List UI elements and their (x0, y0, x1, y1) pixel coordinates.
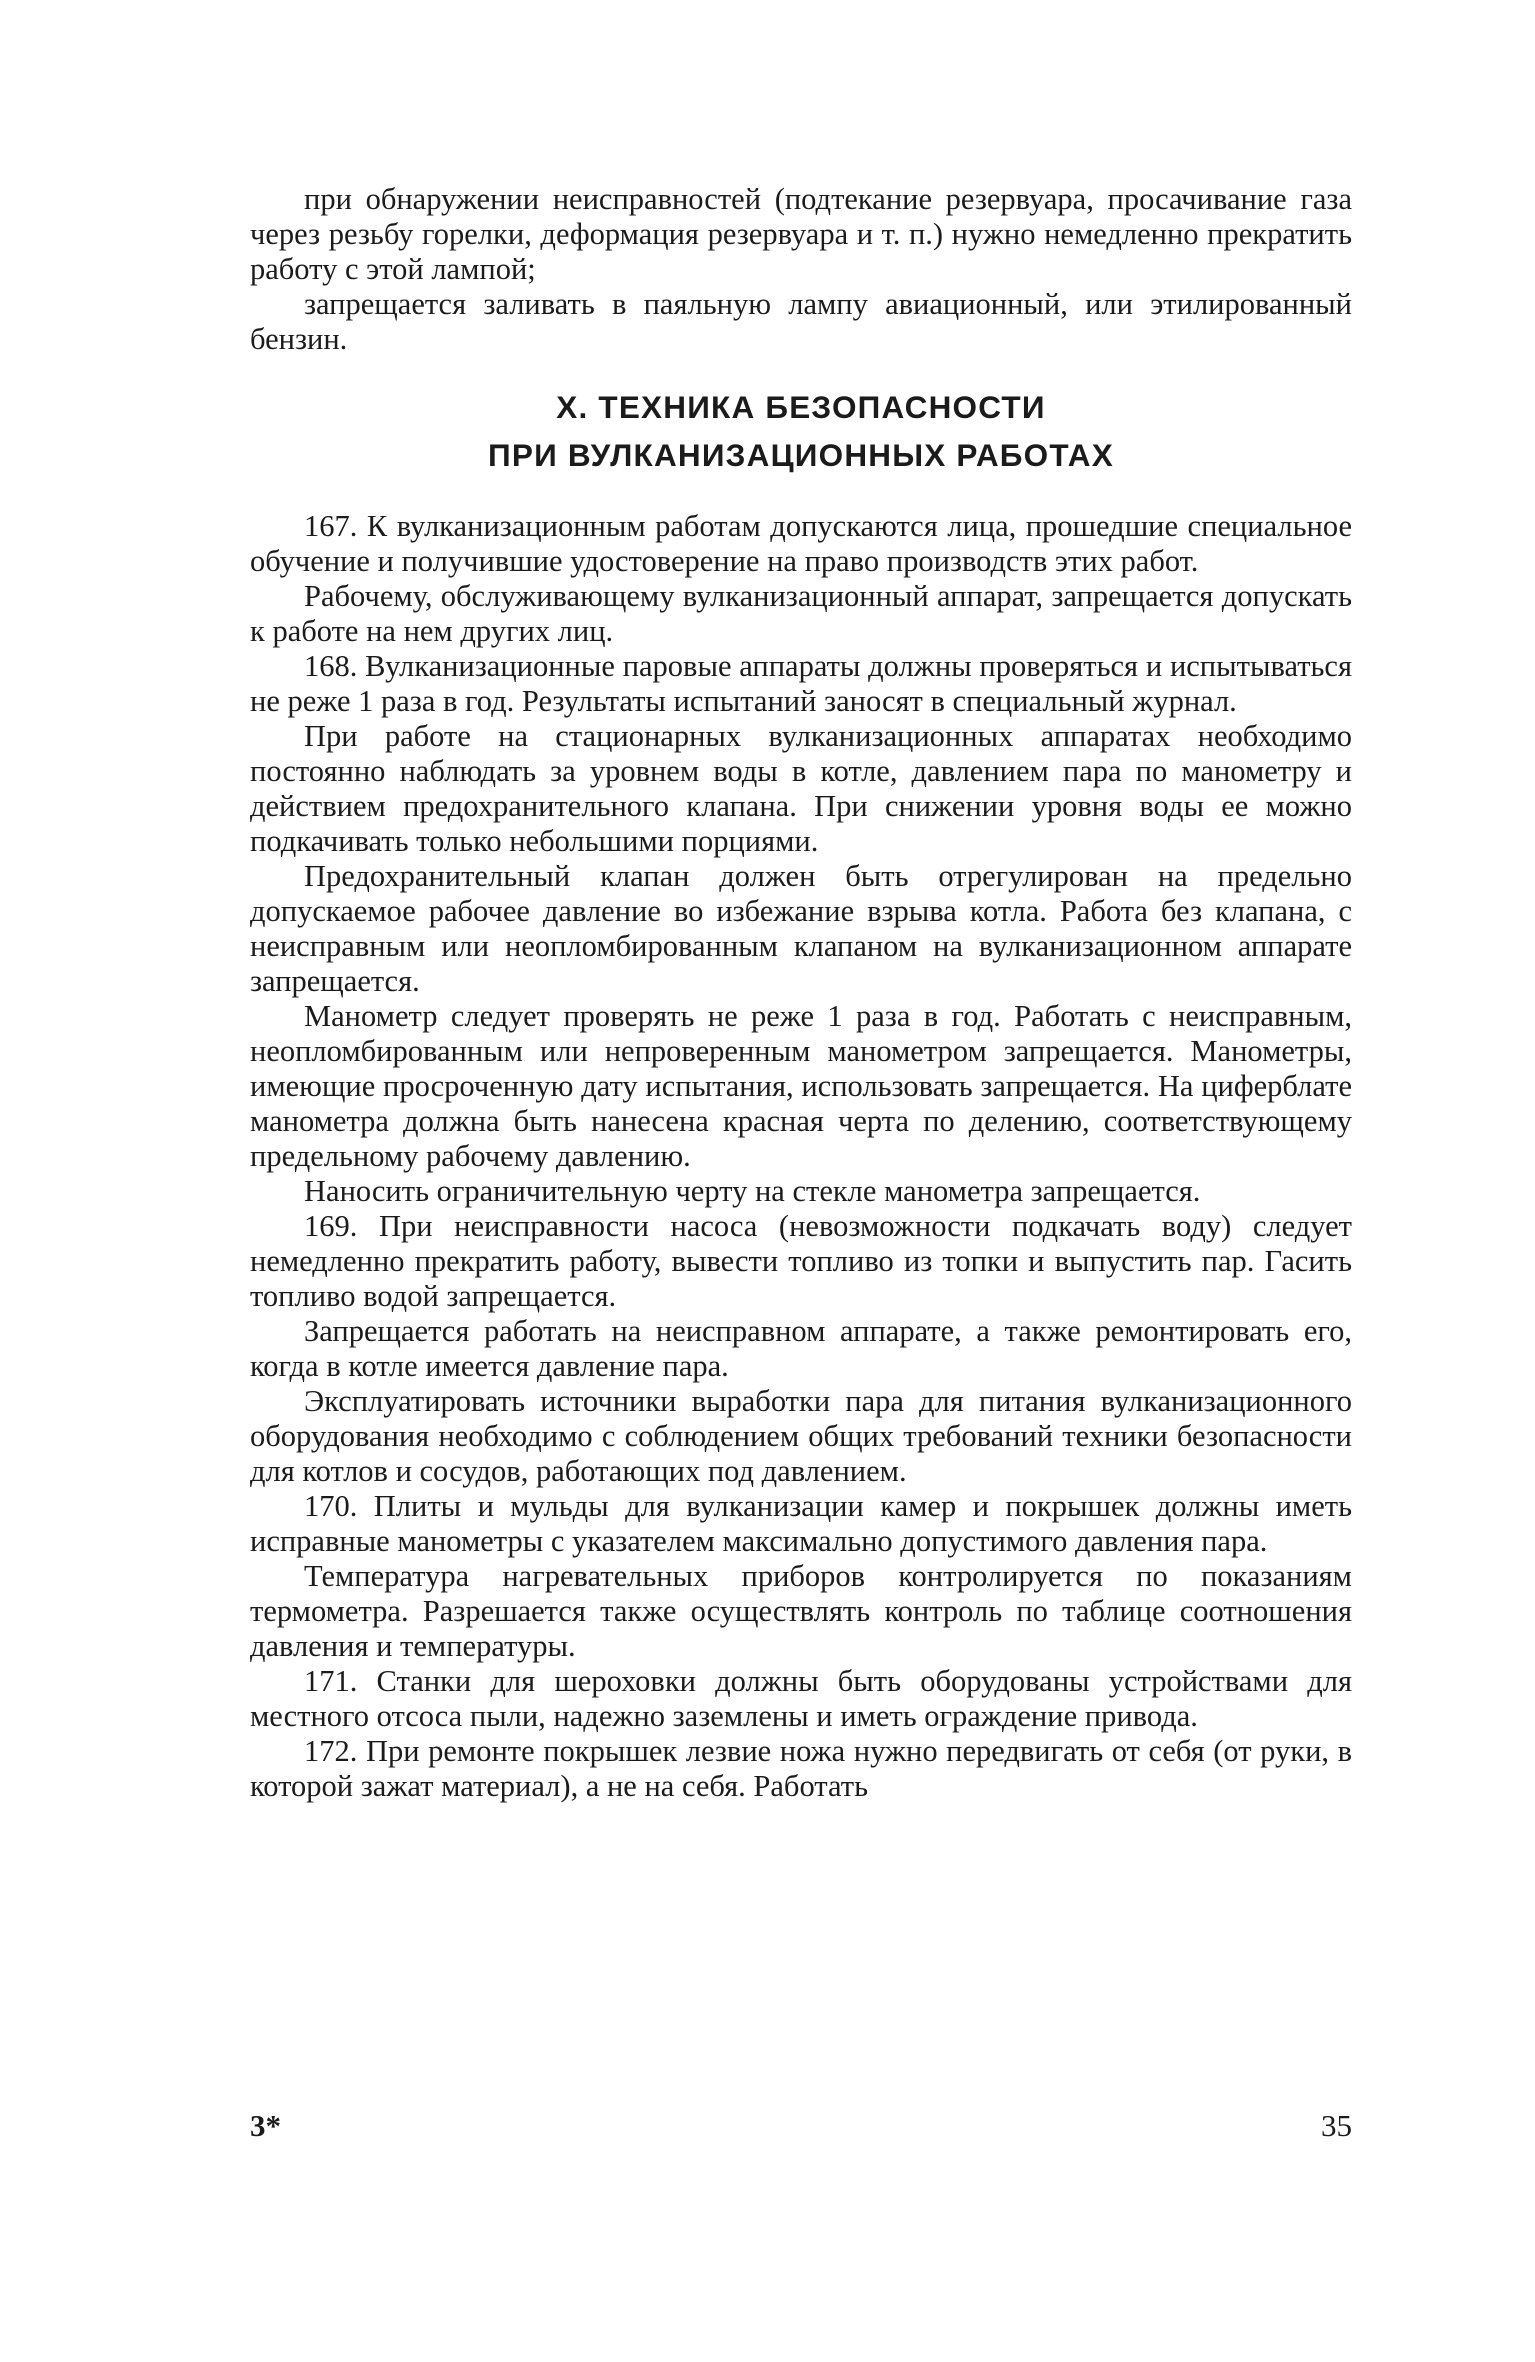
paragraph-167-cont: Рабочему, обслуживающему вулканизационный аппарат, запрещается допускать к работе на нем других лиц. (250, 579, 1352, 648)
paragraph-167: 167. К вулканизационным работам допускаются лица, прошедшие специальное обучение и получившие удостоверение на право производств этих работ. (250, 509, 1352, 578)
signature-mark: 3* (250, 2108, 281, 2143)
paragraph-170: 170. Плиты и мульды для вулканизации камер и покрышек должны иметь исправные манометры с указателем максимально допустимого давления пара. (250, 1489, 1352, 1558)
intro-paragraph-1: при обнаружении неисправностей (подтекание резервуара, просачивание газа через резьбу горелки, деформация резервуара и т. п.) нужно немедленно прекратить работу с этой лампой; (250, 182, 1352, 286)
paragraph-172: 172. При ремонте покрышек лезвие ножа нужно передвигать от себя (от руки, в которой зажат материал), а не на себя. Работать (250, 1734, 1352, 1803)
intro-paragraph-2: запрещается заливать в паяльную лампу авиационный, или этилированный бензин. (250, 287, 1352, 356)
section-heading (250, 357, 1352, 509)
page-number: 35 (1321, 2108, 1352, 2143)
paragraph-170-temperature: Температура нагревательных приборов контролируется по показаниям термометра. Разрешается также осуществлять контроль по таблице соотношения давления и температуры. (250, 1559, 1352, 1663)
section-heading-line-1: X. ТЕХНИКА БЕЗОПАСНОСТИ (556, 389, 1046, 425)
paragraph-168-line: Наносить ограничительную черту на стекле манометра запрещается. (304, 1174, 1201, 1208)
paragraph-168-manometer: Манометр следует проверять не реже 1 раза в год. Работать с неисправным, неопломбированным или непроверенным манометром запрещается. Манометры, имеющие просроченную дату испытания, использовать запрещается. На циферблате манометра должна быть нанесена красная черта по делению, соответствующему предельному рабочему давлению. (250, 999, 1352, 1173)
paragraph-169: 169. При неисправности насоса (невозможности подкачать воду) следует немедленно прекратить работу, вывести топливо из топки и выпустить пар. Гасить топливо водой запрещается. (250, 1209, 1352, 1313)
section-heading-line-2: ПРИ ВУЛКАНИЗАЦИОННЫХ РАБОТАХ (488, 437, 1114, 473)
paragraph-169-repair: Запрещается работать на неисправном аппарате, а также ремонтировать его, когда в котле имеется давление пара. (250, 1314, 1352, 1383)
paragraph-168: 168. Вулканизационные паровые аппараты должны проверяться и испытываться не реже 1 раза в год. Результаты испытаний заносят в специальный журнал. (250, 649, 1352, 718)
page-footer (250, 2108, 1352, 2144)
paragraph-168-stationary: При работе на стационарных вулканизационных аппаратах необходимо постоянно наблюдать за уровнем воды в котле, давлением пара по манометру и действием предохранительного клапана. При снижении уровня воды ее можно подкачивать только небольшими порциями. (250, 719, 1352, 858)
paragraph-171: 171. Станки для шероховки должны быть оборудованы устройствами для местного отсоса пыли, надежно заземлены и иметь ограждение привода. (250, 1664, 1352, 1733)
paragraph-169-steam: Эксплуатировать источники выработки пара для питания вулканизационного оборудования необходимо с соблюдением общих требований техники безопасности для котлов и сосудов, работающих под давлением. (250, 1384, 1352, 1488)
paragraph-168-valve: Предохранительный клапан должен быть отрегулирован на предельно допускаемое рабочее давление во избежание взрыва котла. Работа без клапана, с неисправным или неопломбированным клапаном на вулканизационном аппарате запрещается. (250, 859, 1352, 998)
page-body (250, 182, 1352, 1804)
